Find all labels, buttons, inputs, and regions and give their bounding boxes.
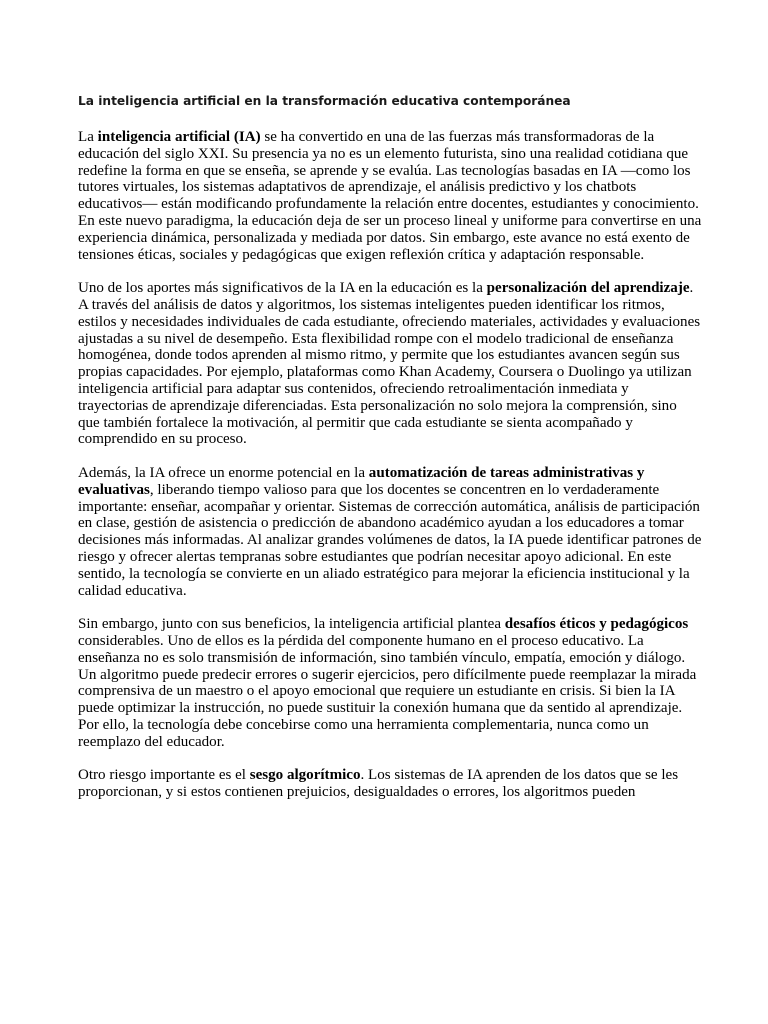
document-body [78, 129, 702, 818]
text-run: Sin embargo, junto con sus beneficios, la inteligencia artificial plantea [78, 616, 505, 633]
text-run: . Los sistemas de IA aprenden de los datos que se les proporcionan, y si estos contienen prejuicios, desigualdades o errores, los algoritmos pueden [78, 767, 679, 801]
paragraph-desafios [78, 616, 702, 750]
paragraph-personalizacion [78, 280, 702, 448]
bold-term: personalización del aprendizaje [486, 280, 690, 297]
text-run: La [78, 129, 98, 145]
bold-term: automatización de tareas administrativas y evaluativas [78, 464, 645, 498]
paragraph-intro [78, 129, 702, 263]
text-run: . A través del análisis de datos y algoritmos, los sistemas inteligentes pueden identificar los ritmos, estilos y necesidades individuales de cada estudiante, ofreciendo materiales, actividades y evaluaciones ajustadas a su nivel de desempeño. Esta flexibilidad rompe con el modelo tradicional de enseñanza homogénea, donde todos aprenden al mismo ritmo, y permite que los estudiantes avancen según sus propias capacidades. Por ejemplo, plataformas como Khan Academy, Coursera o Duolingo ya utilizan inteligencia artificial para adaptar sus contenidos, ofreciendo retroalimentación inmediata y trayectorias de aprendizaje diferenciadas. Esta personalización no solo mejora la comprensión, sino que también fortalece la motivación, al permitir que cada estudiante se sienta acompañado y comprendido en su proceso. [78, 280, 701, 448]
text-run: Uno de los aportes más significativos de la IA en la educación es la [78, 280, 487, 297]
bold-term: sesgo algorítmico [249, 767, 361, 784]
bold-term: desafíos éticos y pedagógicos [504, 616, 689, 633]
text-run: considerables. Uno de ellos es la pérdida del componente humano en el proceso educativo. La enseñanza no es solo transmisión de información, sino también vínculo, empatía, emoción y diálogo. Un algoritmo puede predecir errores o sugerir ejercicios, pero difícilmente puede reemplazar la mirada comprensiva de un maestro o el apoyo emocional que requiere un estudiante en crisis. Si bien la IA puede optimizar la instrucción, no puede sustituir la conexión humana que da sentido al aprendizaje. Por ello, la tecnología debe concebirse como una herramienta complementaria, nunca como un reemplazo del educador. [78, 632, 697, 750]
text-run: se ha convertido en una de las fuerzas más transformadoras de la educación del siglo XXI. Su presencia ya no es un elemento futurista, sino una realidad cotidiana que redefine la forma en que se enseña, se aprende y se evalúa. Las tecnologías basadas en IA —como los tutores virtuales, los sistemas adaptativos de aprendizaje, el análisis predictivo y los chatbots educativos— están modificando profundamente la relación entre docentes, estudiantes y conocimiento. En este nuevo paradigma, la educación deja de ser un proceso lineal y uniforme para convertirse en una experiencia dinámica, personalizada y mediada por datos. Sin embargo, este avance no está exento de tensiones éticas, sociales y pedagógicas que exigen reflexión crítica y adaptación responsable. [78, 129, 702, 263]
paragraph-automatizacion [78, 465, 702, 599]
text-run: Además, la IA ofrece un enorme potencial en la [78, 464, 369, 481]
document-title: La inteligencia artificial en la transformación educativa contemporánea [78, 94, 571, 108]
bold-term: inteligencia artificial (IA) [97, 129, 261, 145]
text-run: , liberando tiempo valioso para que los docentes se concentren en lo verdaderamente importante: enseñar, acompañar y orientar. Sistemas de corrección automática, análisis de participación en clase, gestión de asistencia o predicción de abandono académico ayudan a los educadores a tomar decisiones más informadas. Al analizar grandes volúmenes de datos, la IA puede identificar patrones de riesgo y ofrecer alertas tempranas sobre estudiantes que podrían necesitar apoyo adicional. En este sentido, la tecnología se convierte en un aliado estratégico para mejorar la eficiencia institucional y la calidad educativa. [78, 481, 702, 599]
paragraph-sesgo [78, 767, 702, 801]
text-run: Otro riesgo importante es el [78, 767, 250, 784]
